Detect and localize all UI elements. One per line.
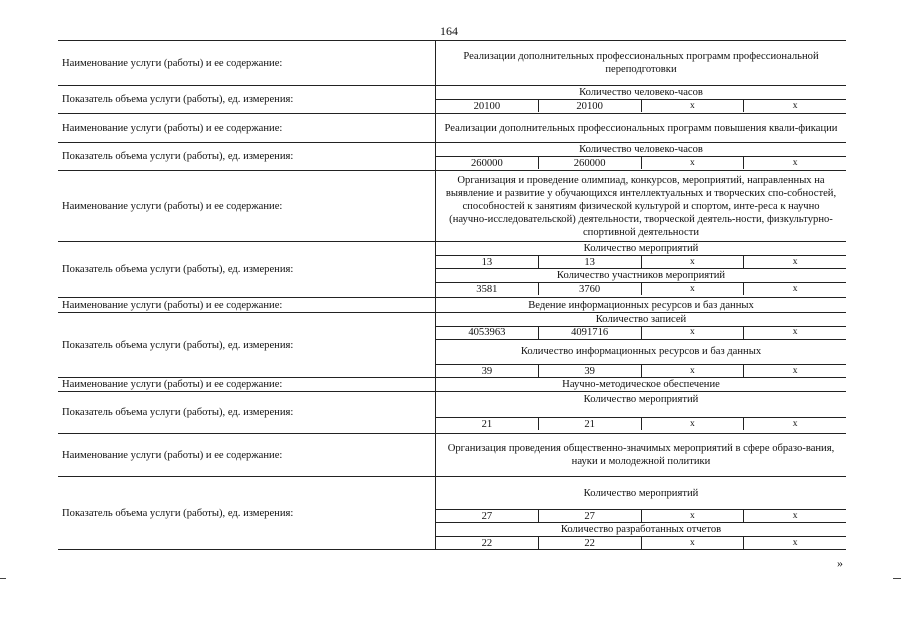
table-row	[58, 41, 846, 86]
value-cell: 20100	[436, 100, 539, 112]
unit-label: Количество разработанных отчетов	[436, 523, 846, 537]
value-cell: х	[642, 100, 745, 112]
page-number: 164	[440, 24, 458, 38]
row-label: Наименование услуги (работы) и ее содержание:	[58, 378, 436, 391]
value-cell: 22	[436, 537, 539, 549]
value-cell: х	[792, 510, 798, 521]
value-cell: 4053963	[436, 327, 539, 339]
row-label: Наименование услуги (работы) и ее содержание:	[58, 114, 436, 142]
value-cell: х	[642, 157, 745, 169]
value-cell: 13	[539, 256, 642, 268]
row-label: Наименование услуги (работы) и ее содержание:	[58, 171, 436, 241]
table-row	[58, 434, 846, 477]
value-cell: х	[642, 283, 745, 295]
service-name: Реализации дополнительных профессиональных программ повышения квали-фикации	[444, 122, 838, 134]
value-cell: х	[792, 418, 798, 429]
value-cell: х	[792, 256, 798, 267]
table-row	[58, 86, 846, 114]
row-label: Показатель объема услуги (работы), ед. измерения:	[58, 143, 436, 170]
value-cell: х	[642, 418, 745, 430]
table-row	[58, 378, 846, 392]
table-row	[58, 477, 846, 550]
value-cell: 27	[539, 510, 642, 522]
value-cell: 20100	[539, 100, 642, 112]
closing-quote: »	[837, 556, 843, 570]
table-row	[58, 298, 846, 313]
table-row	[58, 313, 846, 378]
unit-label: Количество мероприятий	[436, 242, 846, 256]
service-name: Ведение информационных ресурсов и баз данных	[528, 299, 754, 311]
table-row	[58, 392, 846, 434]
value-cell: 260000	[539, 157, 642, 169]
value-row	[436, 283, 846, 295]
row-label: Показатель объема услуги (работы), ед. измерения:	[58, 313, 436, 377]
service-name: Научно-методическое обеспечение	[562, 379, 720, 390]
value-cell: 21	[539, 418, 642, 430]
value-cell: 3760	[539, 283, 642, 295]
value-row	[436, 418, 846, 430]
margin-mark	[893, 578, 901, 579]
value-cell: х	[642, 256, 745, 268]
unit-label: Количество мероприятий	[436, 477, 846, 510]
value-row	[436, 256, 846, 269]
value-cell: х	[792, 365, 798, 376]
unit-label: Количество человеко-часов	[436, 86, 846, 100]
service-name: Реализации дополнительных профессиональных программ профессиональной переподготовки	[463, 51, 819, 75]
row-label: Показатель объема услуги (работы), ед. измерения:	[58, 392, 436, 433]
row-label: Наименование услуги (работы) и ее содержание:	[58, 41, 436, 85]
unit-label: Количество человеко-часов	[436, 143, 846, 157]
table-row	[58, 242, 846, 298]
value-cell: х	[642, 365, 745, 377]
value-cell: х	[642, 537, 745, 549]
unit-label: Количество мероприятий	[436, 392, 846, 418]
value-cell: 4091716	[539, 327, 642, 339]
unit-label: Количество информационных ресурсов и баз данных	[436, 340, 846, 366]
value-cell: 39	[436, 365, 539, 377]
row-label: Наименование услуги (работы) и ее содержание:	[58, 298, 436, 312]
value-row	[436, 510, 846, 523]
value-cell: 13	[436, 256, 539, 268]
row-label: Показатель объема услуги (работы), ед. измерения:	[58, 477, 436, 549]
value-row	[436, 100, 846, 112]
unit-label: Количество записей	[436, 313, 846, 327]
value-cell: 3581	[436, 283, 539, 295]
service-name: Организация проведения общественно-значимых мероприятий в сфере образо-вания, науки и молодежной политики	[447, 443, 835, 467]
table-row	[58, 114, 846, 143]
value-row	[436, 157, 846, 169]
value-cell: х	[792, 157, 798, 168]
value-cell: 27	[436, 510, 539, 522]
value-cell: 21	[436, 418, 539, 430]
value-cell: х	[792, 537, 798, 548]
value-cell: х	[792, 283, 798, 294]
value-row	[436, 327, 846, 340]
services-table	[58, 40, 846, 550]
row-label: Наименование услуги (работы) и ее содержание:	[58, 434, 436, 476]
value-row	[436, 365, 846, 377]
value-row	[436, 537, 846, 549]
value-cell: х	[642, 327, 745, 339]
service-name: Организация и проведение олимпиад, конкурсов, мероприятий, направленных на выявление и развитие у обучающихся интеллектуальных и творческих спо-собностей, способностей к занятиям физической культурой и спортом, инте-реса к научно (научно-исследовательской) деятельности, творческой деятель-ности, физкультурно-спортивной деятельности	[445, 174, 837, 238]
row-label: Показатель объема услуги (работы), ед. измерения:	[58, 86, 436, 113]
margin-mark	[0, 578, 6, 579]
value-cell: х	[792, 100, 798, 111]
value-cell: 22	[539, 537, 642, 549]
value-cell: 39	[539, 365, 642, 377]
table-row	[58, 171, 846, 242]
table-row	[58, 143, 846, 171]
value-cell: х	[642, 510, 745, 522]
value-cell: х	[792, 327, 798, 338]
unit-label: Количество участников мероприятий	[436, 269, 846, 283]
row-label: Показатель объема услуги (работы), ед. измерения:	[58, 242, 436, 297]
value-cell: 260000	[436, 157, 539, 169]
